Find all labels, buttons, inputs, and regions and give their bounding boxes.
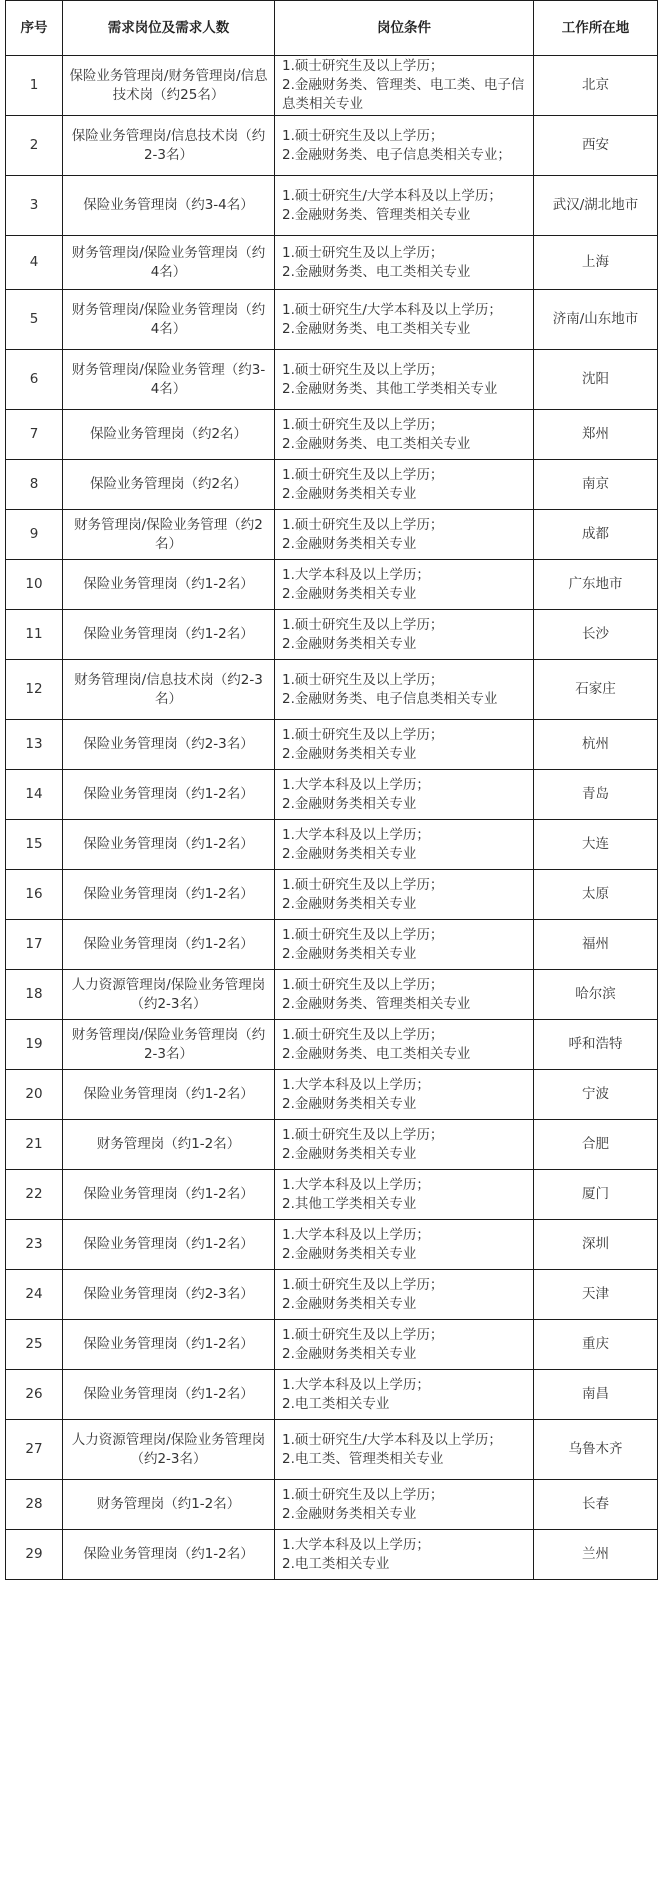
cell-serial-number: 12	[6, 660, 63, 720]
requirement-line: 2.金融财务类、电子信息类相关专业	[282, 690, 498, 707]
cell-serial-number: 20	[6, 1070, 63, 1120]
cell-serial-number: 26	[6, 1370, 63, 1420]
requirement-line: 2.金融财务类相关专业	[282, 485, 417, 502]
table-row	[6, 560, 658, 610]
cell-work-location: 武汉/湖北地市	[534, 176, 658, 236]
cell-requirements	[275, 560, 534, 610]
requirement-line: 2.金融财务类相关专业	[282, 1295, 417, 1312]
requirement-line: 2.金融财务类相关专业	[282, 795, 417, 812]
cell-position: 保险业务管理岗（约1-2名）	[63, 1320, 275, 1370]
cell-requirements	[275, 350, 534, 410]
table-row	[6, 236, 658, 290]
requirement-line: 1.硕士研究生及以上学历；	[282, 127, 444, 144]
cell-position: 保险业务管理岗（约1-2名）	[63, 1220, 275, 1270]
header-position-and-headcount: 需求岗位及需求人数	[63, 1, 275, 56]
cell-requirements	[275, 1270, 534, 1320]
cell-serial-number: 7	[6, 410, 63, 460]
table-row	[6, 56, 658, 116]
requirement-line: 1.硕士研究生及以上学历；	[282, 876, 444, 893]
cell-position: 财务管理岗（约1-2名）	[63, 1120, 275, 1170]
cell-position: 财务管理岗/保险业务管理（约3-4名）	[63, 350, 275, 410]
table-row	[6, 410, 658, 460]
requirement-line: 1.大学本科及以上学历；	[282, 1176, 430, 1193]
table-row	[6, 660, 658, 720]
cell-requirements	[275, 720, 534, 770]
table-row	[6, 970, 658, 1020]
requirement-line: 1.大学本科及以上学历；	[282, 1076, 430, 1093]
cell-work-location: 呼和浩特	[534, 1020, 658, 1070]
cell-work-location: 乌鲁木齐	[534, 1420, 658, 1480]
cell-requirements	[275, 770, 534, 820]
cell-serial-number: 24	[6, 1270, 63, 1320]
cell-serial-number: 6	[6, 350, 63, 410]
requirement-line: 2.电工类相关专业	[282, 1555, 390, 1572]
cell-position: 人力资源管理岗/保险业务管理岗（约2-3名）	[63, 970, 275, 1020]
requirement-line: 1.硕士研究生及以上学历；	[282, 466, 444, 483]
requirement-line: 1.硕士研究生及以上学历；	[282, 1276, 444, 1293]
table-row	[6, 1270, 658, 1320]
cell-position: 保险业务管理岗（约1-2名）	[63, 560, 275, 610]
table-row	[6, 1170, 658, 1220]
cell-serial-number: 13	[6, 720, 63, 770]
cell-position: 保险业务管理岗（约1-2名）	[63, 610, 275, 660]
cell-position: 人力资源管理岗/保险业务管理岗（约2-3名）	[63, 1420, 275, 1480]
table-row	[6, 1220, 658, 1270]
cell-position: 财务管理岗/保险业务管理岗（约4名）	[63, 236, 275, 290]
cell-serial-number: 15	[6, 820, 63, 870]
requirement-line: 1.硕士研究生及以上学历；	[282, 244, 444, 261]
header-work-location: 工作所在地	[534, 1, 658, 56]
cell-work-location: 福州	[534, 920, 658, 970]
recruitment-table	[5, 0, 658, 1580]
requirement-line: 1.大学本科及以上学历；	[282, 1226, 430, 1243]
table-row	[6, 1120, 658, 1170]
requirement-line: 1.硕士研究生及以上学历；	[282, 926, 444, 943]
cell-serial-number: 25	[6, 1320, 63, 1370]
requirement-line: 1.硕士研究生及以上学历；	[282, 671, 444, 688]
requirement-line: 1.大学本科及以上学历；	[282, 1376, 430, 1393]
cell-serial-number: 16	[6, 870, 63, 920]
requirement-line: 1.硕士研究生及以上学历；	[282, 616, 444, 633]
requirement-line: 1.硕士研究生及以上学历；	[282, 726, 444, 743]
requirement-line: 2.金融财务类相关专业	[282, 585, 417, 602]
requirement-line: 2.金融财务类相关专业	[282, 1145, 417, 1162]
requirement-line: 2.其他工学类相关专业	[282, 1195, 417, 1212]
cell-position: 保险业务管理岗（约2名）	[63, 460, 275, 510]
requirement-line: 1.硕士研究生及以上学历；	[282, 516, 444, 533]
cell-work-location: 上海	[534, 236, 658, 290]
cell-position: 保险业务管理岗/信息技术岗（约2-3名）	[63, 116, 275, 176]
cell-work-location: 合肥	[534, 1120, 658, 1170]
cell-position: 保险业务管理岗（约1-2名）	[63, 820, 275, 870]
requirement-line: 1.大学本科及以上学历；	[282, 826, 430, 843]
requirement-line: 1.硕士研究生/大学本科及以上学历；	[282, 187, 502, 204]
cell-requirements	[275, 610, 534, 660]
cell-requirements	[275, 1370, 534, 1420]
requirement-line: 2.金融财务类相关专业	[282, 945, 417, 962]
cell-work-location: 杭州	[534, 720, 658, 770]
cell-requirements	[275, 870, 534, 920]
cell-position: 保险业务管理岗（约3-4名）	[63, 176, 275, 236]
requirement-line: 2.金融财务类相关专业	[282, 1245, 417, 1262]
requirement-line: 2.金融财务类相关专业	[282, 845, 417, 862]
requirement-line: 1.硕士研究生及以上学历；	[282, 361, 444, 378]
cell-serial-number: 9	[6, 510, 63, 560]
cell-work-location: 哈尔滨	[534, 970, 658, 1020]
cell-position: 财务管理岗（约1-2名）	[63, 1480, 275, 1530]
requirement-line: 2.金融财务类、电工类相关专业	[282, 1045, 471, 1062]
requirement-line: 2.金融财务类、管理类、电工类、电子信息类相关专业	[282, 77, 525, 112]
cell-requirements	[275, 410, 534, 460]
cell-serial-number: 22	[6, 1170, 63, 1220]
requirement-line: 2.金融财务类、电工类相关专业	[282, 435, 471, 452]
cell-work-location: 兰州	[534, 1530, 658, 1580]
table-row	[6, 820, 658, 870]
cell-requirements	[275, 1320, 534, 1370]
requirement-line: 2.金融财务类相关专业	[282, 635, 417, 652]
requirement-line: 2.金融财务类相关专业	[282, 1095, 417, 1112]
cell-position: 保险业务管理岗（约1-2名）	[63, 1170, 275, 1220]
cell-position: 财务管理岗/保险业务管理（约2名）	[63, 510, 275, 560]
table-row	[6, 610, 658, 660]
header-requirements: 岗位条件	[275, 1, 534, 56]
header-serial-number: 序号	[6, 1, 63, 56]
cell-position: 财务管理岗/保险业务管理岗（约4名）	[63, 290, 275, 350]
requirement-line: 1.硕士研究生及以上学历；	[282, 1486, 444, 1503]
cell-position: 保险业务管理岗（约1-2名）	[63, 1370, 275, 1420]
cell-work-location: 南京	[534, 460, 658, 510]
cell-serial-number: 8	[6, 460, 63, 510]
table-row	[6, 1530, 658, 1580]
table-row	[6, 1480, 658, 1530]
table-row	[6, 510, 658, 560]
requirement-line: 1.硕士研究生及以上学历；	[282, 416, 444, 433]
cell-serial-number: 18	[6, 970, 63, 1020]
requirement-line: 1.硕士研究生及以上学历；	[282, 976, 444, 993]
table-row	[6, 1020, 658, 1070]
cell-work-location: 成都	[534, 510, 658, 560]
cell-requirements	[275, 920, 534, 970]
cell-requirements	[275, 820, 534, 870]
requirement-line: 1.大学本科及以上学历；	[282, 1536, 430, 1553]
table-row	[6, 870, 658, 920]
cell-serial-number: 21	[6, 1120, 63, 1170]
requirement-line: 2.电工类相关专业	[282, 1395, 390, 1412]
cell-requirements	[275, 116, 534, 176]
cell-work-location: 宁波	[534, 1070, 658, 1120]
cell-serial-number: 23	[6, 1220, 63, 1270]
cell-requirements	[275, 1120, 534, 1170]
cell-work-location: 天津	[534, 1270, 658, 1320]
cell-work-location: 长沙	[534, 610, 658, 660]
requirement-line: 2.金融财务类、其他工学类相关专业	[282, 380, 498, 397]
cell-position: 保险业务管理岗（约1-2名）	[63, 920, 275, 970]
requirement-line: 1.硕士研究生/大学本科及以上学历；	[282, 301, 502, 318]
cell-requirements	[275, 1220, 534, 1270]
requirement-line: 2.电工类、管理类相关专业	[282, 1450, 444, 1467]
table-row	[6, 290, 658, 350]
cell-work-location: 大连	[534, 820, 658, 870]
cell-position: 保险业务管理岗（约2-3名）	[63, 1270, 275, 1320]
cell-serial-number: 27	[6, 1420, 63, 1480]
cell-serial-number: 4	[6, 236, 63, 290]
table-row	[6, 1320, 658, 1370]
table-row	[6, 770, 658, 820]
requirement-line: 2.金融财务类、电工类相关专业	[282, 263, 471, 280]
cell-work-location: 重庆	[534, 1320, 658, 1370]
requirement-line: 2.金融财务类、电子信息类相关专业；	[282, 146, 511, 163]
cell-requirements	[275, 1420, 534, 1480]
cell-serial-number: 2	[6, 116, 63, 176]
table-body	[6, 56, 658, 1580]
cell-position: 财务管理岗/保险业务管理岗（约2-3名）	[63, 1020, 275, 1070]
requirement-line: 2.金融财务类相关专业	[282, 1345, 417, 1362]
cell-serial-number: 1	[6, 56, 63, 116]
table-row	[6, 350, 658, 410]
requirement-line: 1.硕士研究生及以上学历；	[282, 1126, 444, 1143]
cell-work-location: 太原	[534, 870, 658, 920]
cell-requirements	[275, 510, 534, 560]
cell-serial-number: 19	[6, 1020, 63, 1070]
requirement-line: 1.硕士研究生/大学本科及以上学历；	[282, 1431, 502, 1448]
requirement-line: 2.金融财务类、管理类相关专业	[282, 206, 471, 223]
cell-requirements	[275, 970, 534, 1020]
cell-serial-number: 28	[6, 1480, 63, 1530]
cell-position: 财务管理岗/信息技术岗（约2-3名）	[63, 660, 275, 720]
cell-position: 保险业务管理岗（约1-2名）	[63, 870, 275, 920]
recruitment-table-container	[5, 0, 657, 1580]
cell-position: 保险业务管理岗（约2-3名）	[63, 720, 275, 770]
requirement-line: 2.金融财务类相关专业	[282, 745, 417, 762]
table-row	[6, 176, 658, 236]
cell-requirements	[275, 660, 534, 720]
cell-position: 保险业务管理岗/财务管理岗/信息技术岗（约25名）	[63, 56, 275, 116]
cell-serial-number: 11	[6, 610, 63, 660]
cell-serial-number: 10	[6, 560, 63, 610]
table-row	[6, 116, 658, 176]
table-row	[6, 720, 658, 770]
cell-work-location: 济南/山东地市	[534, 290, 658, 350]
requirement-line: 1.硕士研究生及以上学历；	[282, 1026, 444, 1043]
table-row	[6, 460, 658, 510]
cell-position: 保险业务管理岗（约1-2名）	[63, 770, 275, 820]
cell-work-location: 南昌	[534, 1370, 658, 1420]
cell-serial-number: 5	[6, 290, 63, 350]
cell-work-location: 郑州	[534, 410, 658, 460]
cell-serial-number: 3	[6, 176, 63, 236]
requirement-line: 2.金融财务类相关专业	[282, 1505, 417, 1522]
cell-serial-number: 14	[6, 770, 63, 820]
cell-work-location: 石家庄	[534, 660, 658, 720]
requirement-line: 1.大学本科及以上学历；	[282, 566, 430, 583]
requirement-line: 1.大学本科及以上学历；	[282, 776, 430, 793]
cell-requirements	[275, 1020, 534, 1070]
table-row	[6, 920, 658, 970]
cell-requirements	[275, 1480, 534, 1530]
cell-requirements	[275, 460, 534, 510]
table-row	[6, 1420, 658, 1480]
cell-requirements	[275, 56, 534, 116]
table-row	[6, 1370, 658, 1420]
requirement-line: 1.硕士研究生及以上学历；	[282, 58, 444, 74]
cell-requirements	[275, 1170, 534, 1220]
cell-work-location: 沈阳	[534, 350, 658, 410]
cell-requirements	[275, 290, 534, 350]
cell-serial-number: 17	[6, 920, 63, 970]
cell-requirements	[275, 236, 534, 290]
table-header-row	[6, 1, 658, 56]
cell-work-location: 广东地市	[534, 560, 658, 610]
cell-work-location: 厦门	[534, 1170, 658, 1220]
cell-serial-number: 29	[6, 1530, 63, 1580]
cell-position: 保险业务管理岗（约2名）	[63, 410, 275, 460]
cell-position: 保险业务管理岗（约1-2名）	[63, 1070, 275, 1120]
requirement-line: 2.金融财务类、管理类相关专业	[282, 995, 471, 1012]
cell-requirements	[275, 176, 534, 236]
cell-work-location: 北京	[534, 56, 658, 116]
cell-work-location: 西安	[534, 116, 658, 176]
requirement-line: 2.金融财务类、电工类相关专业	[282, 320, 471, 337]
requirement-line: 2.金融财务类相关专业	[282, 895, 417, 912]
cell-requirements	[275, 1530, 534, 1580]
cell-work-location: 长春	[534, 1480, 658, 1530]
requirement-line: 2.金融财务类相关专业	[282, 535, 417, 552]
cell-work-location: 青岛	[534, 770, 658, 820]
cell-work-location: 深圳	[534, 1220, 658, 1270]
table-row	[6, 1070, 658, 1120]
requirement-line: 1.硕士研究生及以上学历；	[282, 1326, 444, 1343]
cell-requirements	[275, 1070, 534, 1120]
cell-position: 保险业务管理岗（约1-2名）	[63, 1530, 275, 1580]
